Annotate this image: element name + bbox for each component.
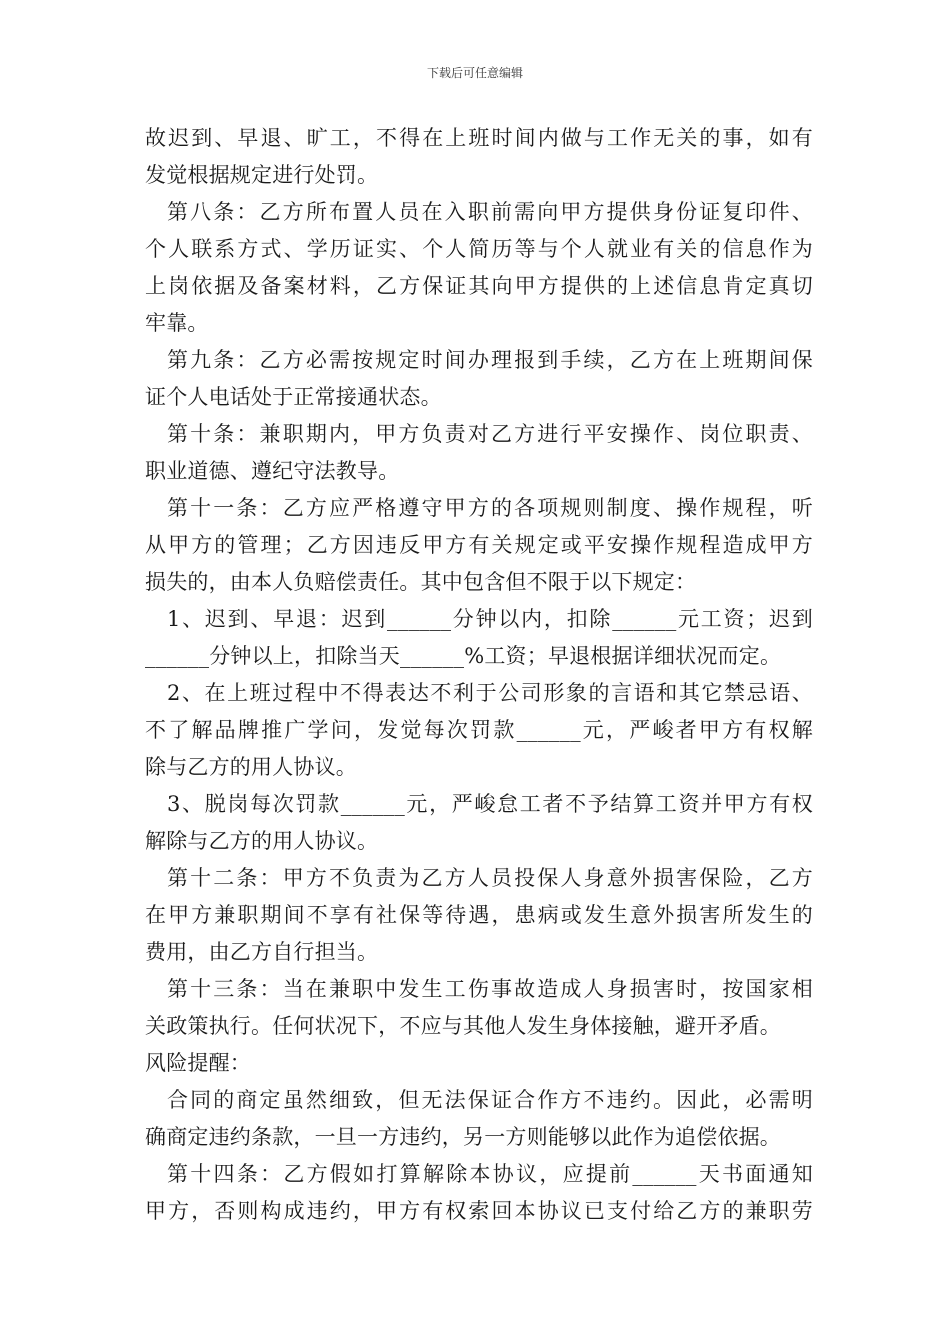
- text-line: 不了解品牌推广学问，发觉每次罚款______元，严峻者甲方有权解: [145, 718, 813, 742]
- text-line: 甲方，否则构成违约，甲方有权索回本协议已支付给乙方的兼职劳: [145, 1199, 813, 1223]
- text-line: 3、脱岗每次罚款______元，严峻怠工者不予结算工资并甲方有权: [167, 792, 813, 816]
- text-line: 发觉根据规定进行处罚。: [145, 163, 379, 187]
- text-line: 第十条：兼职期内，甲方负责对乙方进行平安操作、岗位职责、: [167, 422, 813, 446]
- text-line: 第九条：乙方必需按规定时间办理报到手续，乙方在上班期间保: [167, 348, 813, 372]
- text-line: 上岗依据及备案材料，乙方保证其向甲方提供的上述信息肯定真切: [145, 274, 813, 298]
- text-line: 在甲方兼职期间不享有社保等待遇，患病或发生意外损害所发生的: [145, 903, 813, 927]
- text-line: 损失的，由本人负赔偿责任。其中包含但不限于以下规定：: [145, 570, 697, 594]
- text-line: 第十四条：乙方假如打算解除本协议，应提前______天书面通知: [167, 1162, 813, 1186]
- text-line: 确商定违约条款，一旦一方违约，另一方则能够以此作为追偿依据。: [145, 1125, 781, 1149]
- text-line: 除与乙方的用人协议。: [145, 755, 357, 779]
- text-line: 第十一条：乙方应严格遵守甲方的各项规则制度、操作规程，听: [167, 496, 813, 520]
- text-line: 解除与乙方的用人协议。: [145, 829, 379, 853]
- text-line: 2、在上班过程中不得表达不利于公司形象的言语和其它禁忌语、: [167, 681, 813, 705]
- text-line: 关政策执行。任何状况下，不应与其他人发生身体接触，避开矛盾。: [145, 1014, 781, 1038]
- text-line: 第十三条：当在兼职中发生工伤事故造成人身损害时，按国家相: [167, 977, 813, 1001]
- text-line: 职业道德、遵纪守法教导。: [145, 459, 400, 483]
- text-line: 风险提醒：: [145, 1051, 251, 1075]
- text-line: 个人联系方式、学历证实、个人简历等与个人就业有关的信息作为: [145, 237, 813, 261]
- text-line: 证个人电话处于正常接通状态。: [145, 385, 442, 409]
- page-header: 下载后可任意编辑: [426, 66, 523, 80]
- text-line: 第十二条：甲方不负责为乙方人员投保人身意外损害保险，乙方: [167, 866, 813, 890]
- text-line: 费用，由乙方自行担当。: [145, 940, 379, 964]
- text-line: ______分钟以上，扣除当天______%工资；早退根据详细状况而定。: [145, 644, 782, 668]
- text-line: 第八条：乙方所布置人员在入职前需向甲方提供身份证复印件、: [167, 200, 813, 224]
- text-line: 从甲方的管理；乙方因违反甲方有关规定或平安操作规程造成甲方: [145, 533, 813, 557]
- text-line: 牢靠。: [145, 311, 209, 335]
- text-line: 1、迟到、早退：迟到______分钟以内，扣除______元工资；迟到: [167, 607, 813, 631]
- text-line: 故迟到、早退、旷工，不得在上班时间内做与工作无关的事，如有: [145, 126, 813, 150]
- text-line: 合同的商定虽然细致，但无法保证合作方不违约。因此，必需明: [167, 1088, 813, 1112]
- document-body: [145, 120, 813, 1230]
